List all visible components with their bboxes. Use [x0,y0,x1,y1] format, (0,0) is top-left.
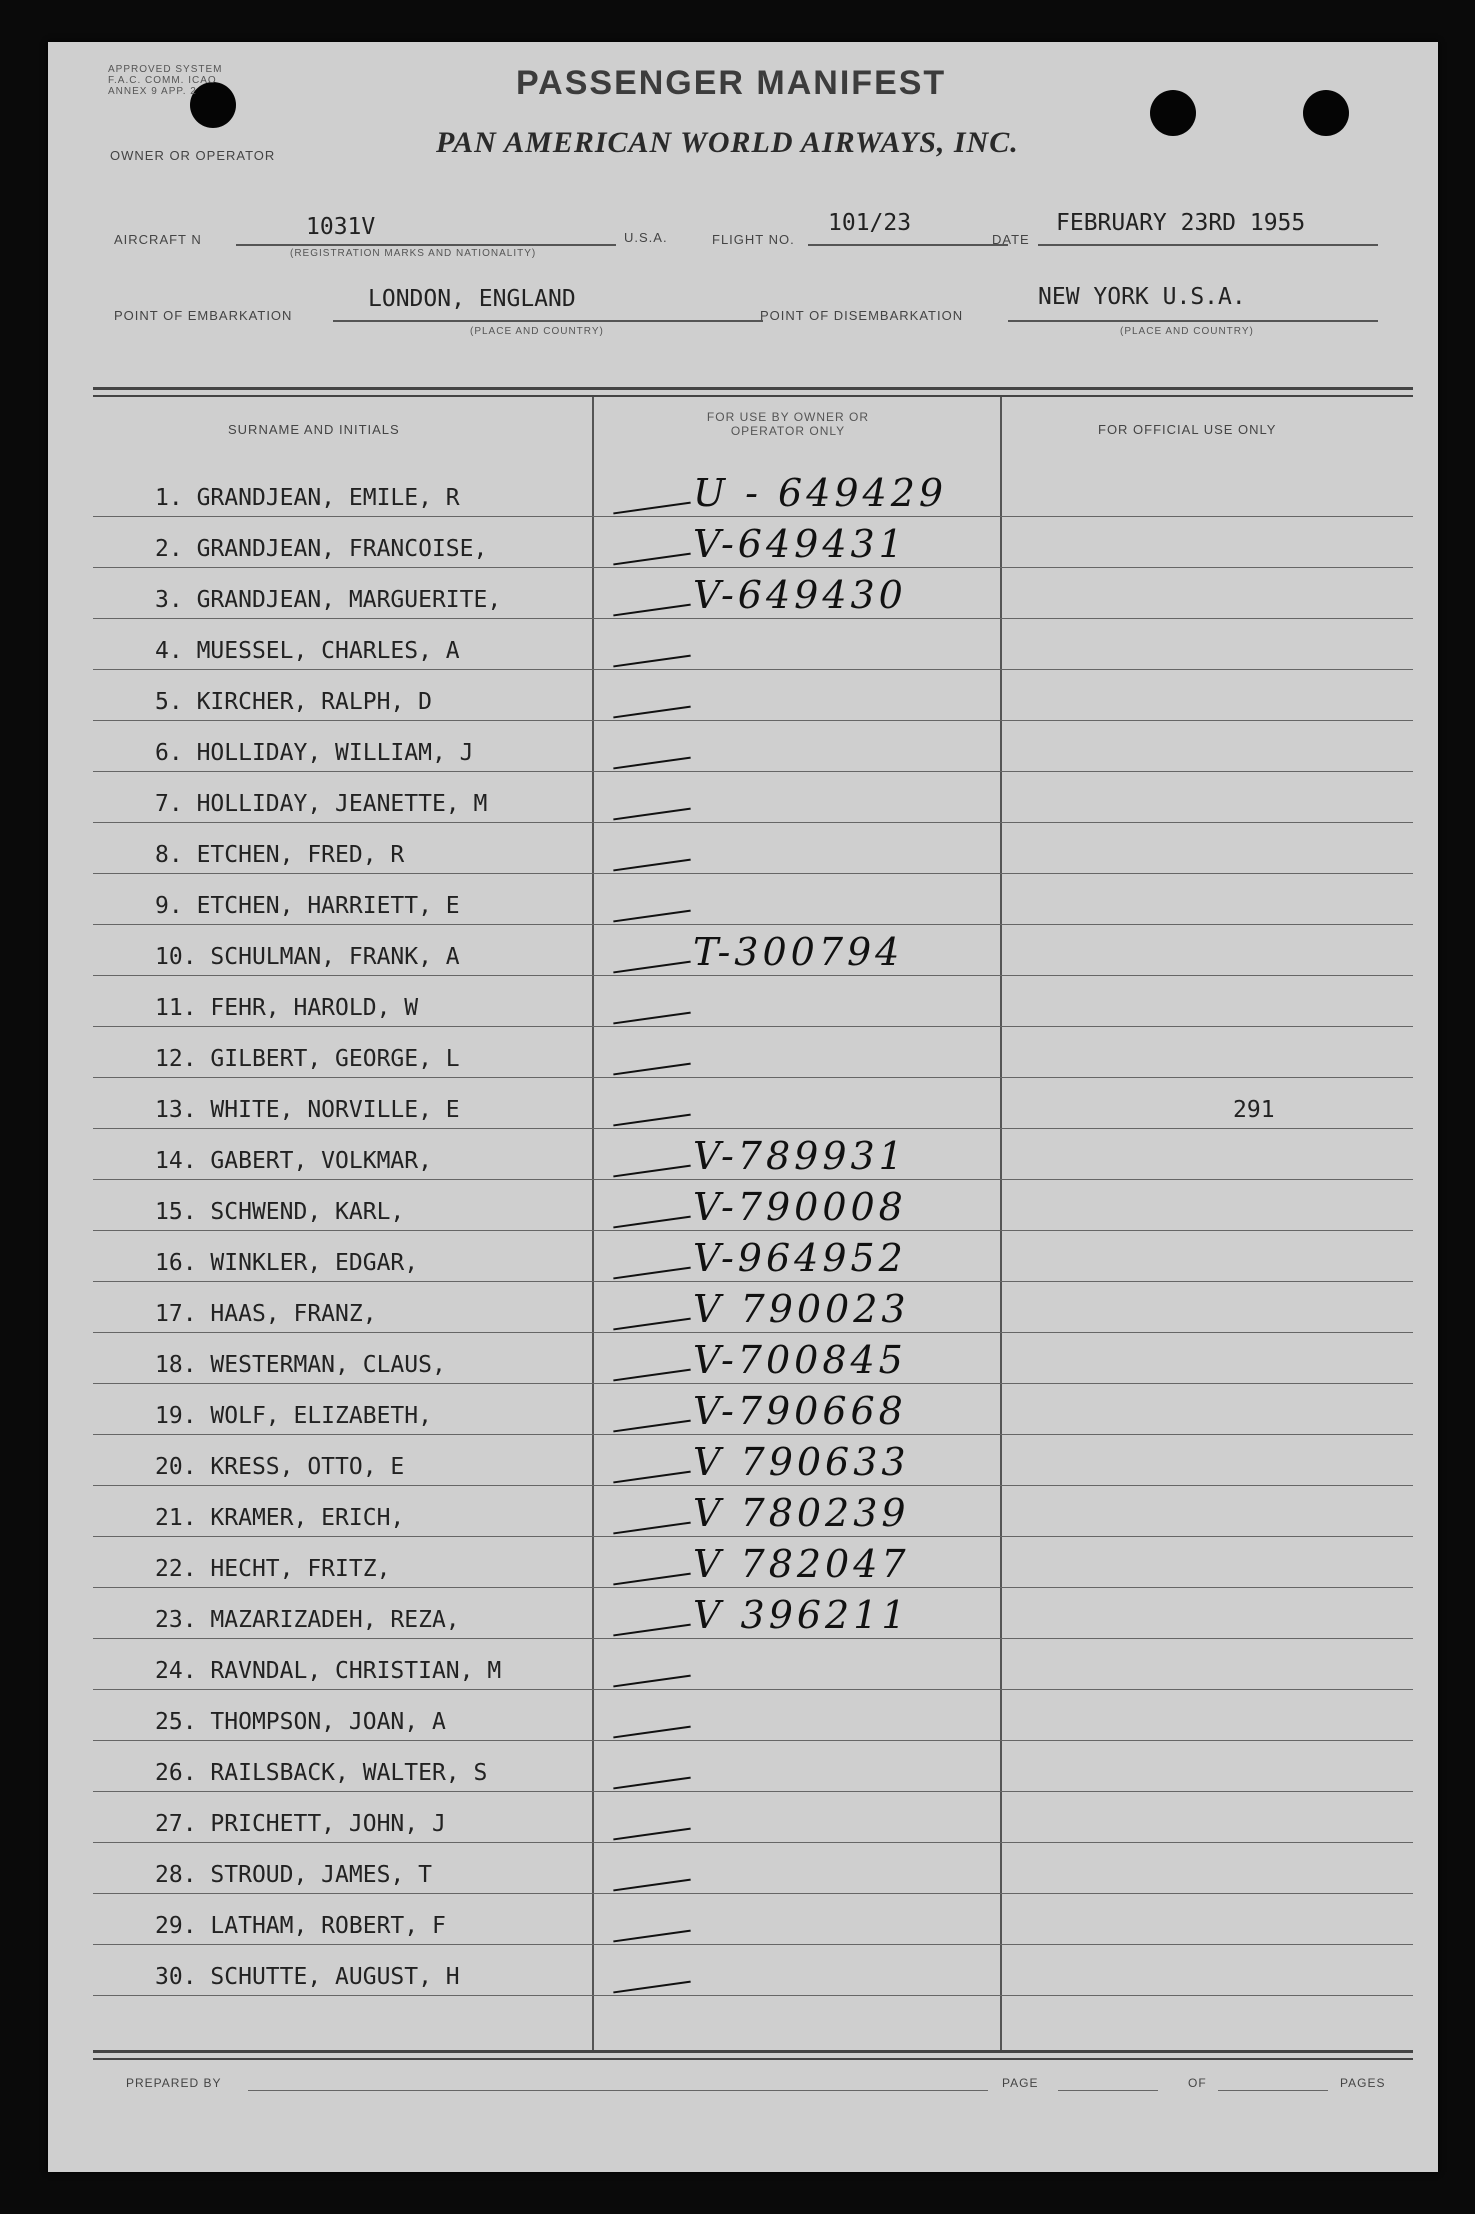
passenger-name: 7. HOLLIDAY, JEANETTE, M [155,791,488,817]
check-mark [613,553,691,566]
disembark-value: NEW YORK U.S.A. [1038,284,1246,310]
embark-caption: (PLACE AND COUNTRY) [470,326,604,337]
passenger-row [93,467,1413,517]
check-mark [613,859,691,872]
passenger-name: 9. ETCHEN, HARRIETT, E [155,893,460,919]
owner-entry: V 780239 [693,1491,910,1535]
check-mark [613,1624,691,1637]
owner-entry: V 790023 [693,1287,910,1331]
aircraft-value: 1031V [306,214,376,240]
embark-value: LONDON, ENGLAND [368,286,576,312]
passenger-name: 28. STROUD, JAMES, T [155,1862,432,1888]
passenger-name: 2. GRANDJEAN, FRANCOISE, [155,536,488,562]
passenger-name: 6. HOLLIDAY, WILLIAM, J [155,740,474,766]
passenger-name: 15. SCHWEND, KARL, [155,1199,405,1225]
official-entry: 291 [1233,1097,1275,1123]
passenger-name: 24. RAVNDAL, CHRISTIAN, M [155,1658,502,1684]
col-header-owner: FOR USE BY OWNER OR OPERATOR ONLY [706,410,870,438]
col-header-surname: SURNAME AND INITIALS [228,422,400,437]
passenger-row [93,1181,1413,1231]
passenger-name: 21. KRAMER, ERICH, [155,1505,405,1531]
check-mark [613,604,691,617]
check-mark [613,1777,691,1790]
passenger-name: 25. THOMPSON, JOAN, A [155,1709,446,1735]
passenger-name: 11. FEHR, HAROLD, W [155,995,419,1021]
passenger-name: 29. LATHAM, ROBERT, F [155,1913,446,1939]
passenger-row [93,1742,1413,1792]
check-mark [613,1522,691,1535]
passenger-row [93,824,1413,874]
passenger-name: 3. GRANDJEAN, MARGUERITE, [155,587,502,613]
owner-entry: T-300794 [693,930,904,974]
passenger-row [93,977,1413,1027]
passenger-name: 20. KRESS, OTTO, E [155,1454,405,1480]
passenger-row [93,875,1413,925]
check-mark [613,1420,691,1433]
passenger-name: 16. WINKLER, EDGAR, [155,1250,419,1276]
passenger-name: 26. RAILSBACK, WALTER, S [155,1760,488,1786]
owner-entry: V-790008 [693,1185,907,1229]
passenger-row [93,722,1413,772]
passenger-row [93,1436,1413,1486]
pages-label: PAGES [1340,2076,1386,2090]
col-header-official: FOR OFFICIAL USE ONLY [1098,422,1277,437]
passenger-name: 13. WHITE, NORVILLE, E [155,1097,460,1123]
passenger-name: 1. GRANDJEAN, EMILE, R [155,485,460,511]
owner-entry: V 396211 [693,1593,910,1637]
punch-hole-right [1303,90,1349,136]
check-mark [613,655,691,668]
passenger-row [93,569,1413,619]
check-mark [613,1165,691,1178]
passenger-name: 30. SCHUTTE, AUGUST, H [155,1964,460,1990]
passenger-row [93,620,1413,670]
usa-label: U.S.A. [624,230,668,245]
embark-label: POINT OF EMBARKATION [114,308,293,323]
check-mark [613,1318,691,1331]
punch-hole-mid [1150,90,1196,136]
check-mark [613,1828,691,1841]
owner-entry: V 790633 [693,1440,910,1484]
check-mark [613,1369,691,1382]
check-mark [613,757,691,770]
owner-entry: V-964952 [693,1236,907,1280]
airline-name: PAN AMERICAN WORLD AIRWAYS, INC. [436,126,1019,159]
check-mark [613,1879,691,1892]
passenger-row [93,1079,1413,1129]
prepared-by-label: PREPARED BY [126,2076,222,2090]
passenger-row [93,1895,1413,1945]
passenger-row [93,1283,1413,1333]
passenger-row [93,1538,1413,1588]
owner-entry: V-700845 [693,1338,907,1382]
owner-entry: V-649431 [693,522,907,566]
flight-value: 101/23 [828,210,912,236]
date-value: FEBRUARY 23RD 1955 [1056,210,1306,236]
check-mark [613,502,691,515]
passenger-name: 19. WOLF, ELIZABETH, [155,1403,432,1429]
check-mark [613,1675,691,1688]
check-mark [613,1114,691,1127]
passenger-name: 10. SCHULMAN, FRANK, A [155,944,460,970]
passenger-name: 27. PRICHETT, JOHN, J [155,1811,446,1837]
passenger-name: 14. GABERT, VOLKMAR, [155,1148,432,1174]
passenger-row [93,518,1413,568]
check-mark [613,1267,691,1280]
check-mark [613,1471,691,1484]
passenger-name: 8. ETCHEN, FRED, R [155,842,405,868]
approval-stamp: APPROVED SYSTEM F.A.C. COMM. ICAO ANNEX 9 APP. 2 [108,64,223,97]
passenger-row [93,1385,1413,1435]
passenger-row [93,1334,1413,1384]
owner-entry: U - 649429 [693,471,948,515]
check-mark [613,1012,691,1025]
passenger-name: 4. MUESSEL, CHARLES, A [155,638,460,664]
passenger-row [93,773,1413,823]
of-label: OF [1188,2076,1207,2090]
passenger-row [93,1793,1413,1843]
owner-entry: V-789931 [693,1134,907,1178]
check-mark [613,1981,691,1994]
disembark-label: POINT OF DISEMBARKATION [760,308,964,323]
passenger-name: 17. HAAS, FRANZ, [155,1301,377,1327]
check-mark [613,1063,691,1076]
check-mark [613,1573,691,1586]
page-label: PAGE [1002,2076,1039,2090]
owner-entry: V-790668 [693,1389,907,1433]
passenger-row [93,1946,1413,1996]
check-mark [613,910,691,923]
disembark-caption: (PLACE AND COUNTRY) [1120,326,1254,337]
passenger-row [93,1691,1413,1741]
passenger-row [93,1640,1413,1690]
check-mark [613,1930,691,1943]
passenger-name: 5. KIRCHER, RALPH, D [155,689,432,715]
aircraft-label: AIRCRAFT N [114,232,202,247]
check-mark [613,808,691,821]
owner-entry: V 782047 [693,1542,910,1586]
check-mark [613,706,691,719]
passenger-row [93,1232,1413,1282]
check-mark [613,1216,691,1229]
passenger-name: 12. GILBERT, GEORGE, L [155,1046,460,1072]
date-label: DATE [992,232,1030,247]
registration-caption: (REGISTRATION MARKS AND NATIONALITY) [290,248,537,259]
manifest-page [48,42,1438,2172]
passenger-row [93,1844,1413,1894]
flight-label: FLIGHT NO. [712,232,795,247]
check-mark [613,961,691,974]
owner-label: OWNER OR OPERATOR [110,148,276,163]
passenger-row [93,1487,1413,1537]
passenger-row [93,1130,1413,1180]
passenger-row [93,1028,1413,1078]
passenger-name: 22. HECHT, FRITZ, [155,1556,391,1582]
owner-entry: V-649430 [693,573,907,617]
passenger-row [93,1589,1413,1639]
page-title: PASSENGER MANIFEST [516,64,947,102]
check-mark [613,1726,691,1739]
passenger-row [93,926,1413,976]
passenger-row [93,671,1413,721]
passenger-name: 18. WESTERMAN, CLAUS, [155,1352,446,1378]
passenger-name: 23. MAZARIZADEH, REZA, [155,1607,460,1633]
